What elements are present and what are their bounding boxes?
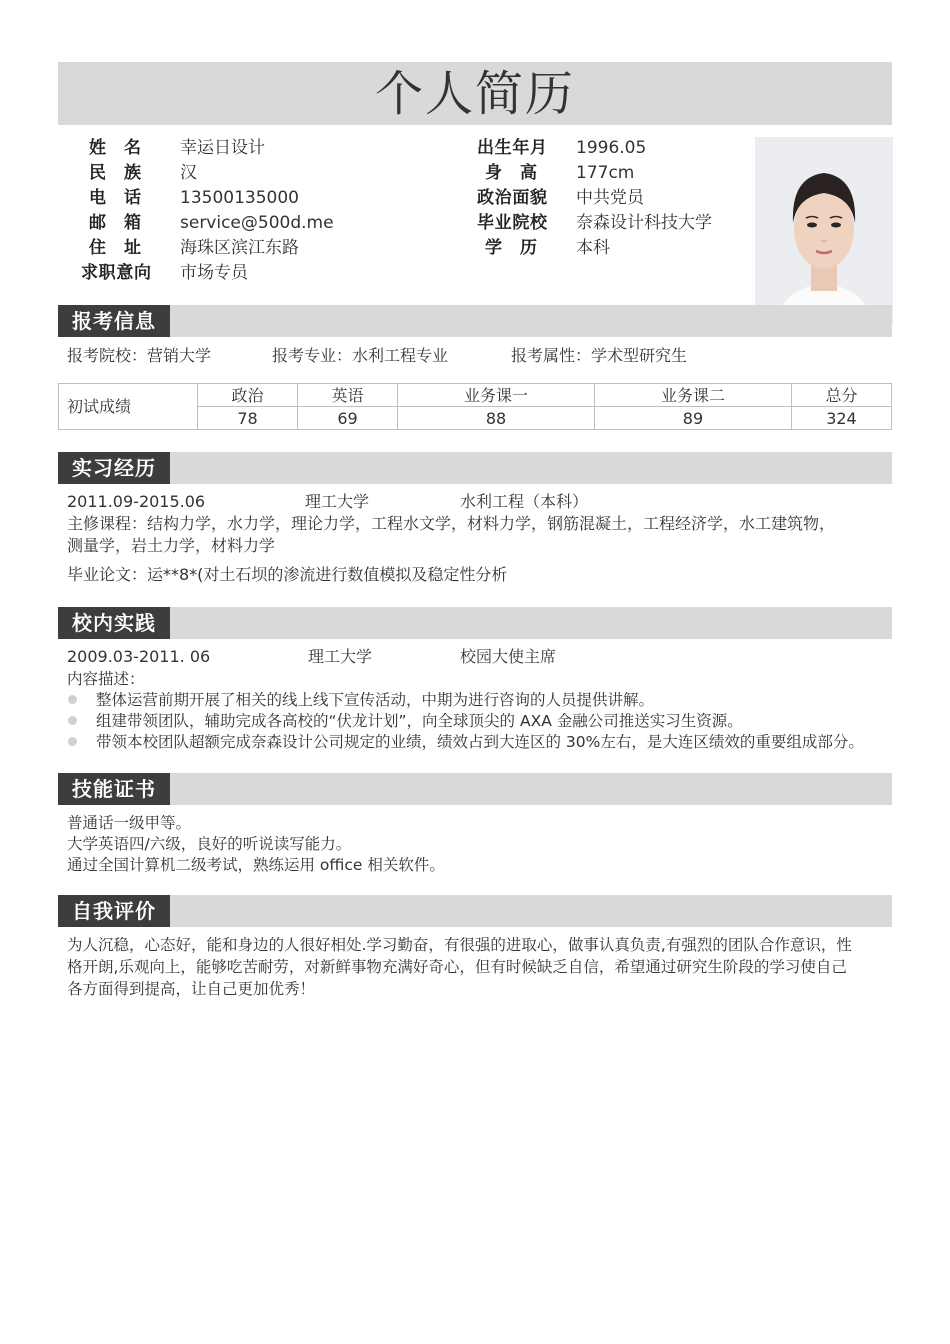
practice-heading: 校内实践: [58, 607, 170, 639]
skill-item: 通过全国计算机二级考试，熟练运用 office 相关软件。: [67, 856, 445, 874]
subject-header: 总分: [791, 384, 891, 407]
skill-item: 普通话一级甲等。: [67, 814, 192, 832]
scores-row-label: 初试成绩: [59, 384, 198, 430]
phone-value: 13500135000: [180, 188, 299, 208]
address-value: 海珠区滨江东路: [180, 238, 299, 258]
title-bar: [58, 62, 892, 125]
subject-header: 政治: [198, 384, 298, 407]
phone-label: 电话: [89, 188, 141, 208]
school-value: 奈森设计科技大学: [576, 213, 712, 233]
address-label: 住址: [89, 238, 141, 258]
bullet-icon: [68, 695, 77, 704]
politics-value: 中共党员: [576, 188, 644, 208]
practice-desc-label: 内容描述：: [67, 670, 145, 688]
school-label: 毕业院校: [477, 213, 547, 233]
practice-school: 理工大学: [308, 647, 373, 666]
internship-courses-line2: 测量学，岩土力学，材料力学: [67, 536, 276, 555]
objective-value: 市场专员: [180, 263, 248, 283]
internship-school: 理工大学: [305, 492, 370, 511]
self-eval-heading: 自我评价: [58, 895, 170, 927]
self-eval-section-bar: [58, 895, 892, 927]
bullet-icon: [68, 716, 77, 725]
subject-header: 英语: [298, 384, 398, 407]
internship-section-bar: [58, 452, 892, 484]
degree-value: 本科: [576, 238, 610, 258]
birth-label: 出生年月: [477, 138, 547, 158]
self-eval-line2: 格开朗,乐观向上，能够吃苦耐劳，对新鲜事物充满好奇心，但有时候缺乏自信，希望通过研究生阶段的学习使自己: [67, 958, 847, 976]
name-label: 姓名: [89, 138, 141, 158]
exam-school: 报考院校：营销大学: [67, 346, 212, 365]
internship-thesis: 毕业论文：运**8*(对土石坝的渗流进行数值模拟及稳定性分析: [67, 565, 508, 584]
internship-heading: 实习经历: [58, 452, 170, 484]
skills-section-bar: [58, 773, 892, 805]
score-cell: 78: [198, 407, 298, 430]
internship-period: 2011.09-2015.06: [67, 492, 206, 511]
email-value: service@500d.me: [180, 213, 334, 233]
name-value: 幸运日设计: [180, 138, 265, 158]
objective-label: 求职意向: [81, 263, 151, 283]
score-cell: 324: [791, 407, 891, 430]
ethnicity-value: 汉: [180, 163, 197, 183]
profile-photo: [755, 137, 893, 325]
score-cell: 88: [398, 407, 595, 430]
skills-heading: 技能证书: [58, 773, 170, 805]
subject-header: 业务课二: [594, 384, 791, 407]
internship-courses-line1: 主修课程：结构力学，水力学，理论力学，工程水文学，材料力学，钢筋混凝土，工程经济学，水工建筑物，: [67, 514, 836, 533]
score-cell: 89: [594, 407, 791, 430]
exam-major: 报考专业：水利工程专业: [272, 346, 449, 365]
exam-section-bar: [58, 305, 892, 337]
skill-item: 大学英语四/六级，良好的听说读写能力。: [67, 835, 352, 853]
scores-table: [58, 383, 892, 430]
self-eval-line3: 各方面得到提高，让自己更加优秀！: [67, 980, 316, 998]
practice-role: 校园大使主席: [460, 647, 557, 666]
score-cell: 69: [298, 407, 398, 430]
ethnicity-label: 民族: [89, 163, 141, 183]
exam-heading: 报考信息: [58, 305, 170, 337]
practice-section-bar: [58, 607, 892, 639]
birth-value: 1996.05: [576, 138, 647, 158]
self-eval-line1: 为人沉稳，心态好，能和身边的人很好相处.学习勤奋，有很强的进取心，做事认真负责,有强烈的团队合作意识，性: [67, 936, 852, 954]
subject-header: 业务课一: [398, 384, 595, 407]
height-value: 177cm: [576, 163, 635, 183]
height-label: 身高: [485, 163, 537, 183]
exam-type: 报考属性：学术型研究生: [511, 346, 688, 365]
email-label: 邮箱: [89, 213, 141, 233]
bullet-icon: [68, 737, 77, 746]
degree-label: 学历: [485, 238, 537, 258]
page-title: 个人简历: [374, 66, 575, 122]
politics-label: 政治面貌: [477, 188, 547, 208]
practice-bullet-1: 整体运营前期开展了相关的线上线下宣传活动，中期为进行咨询的人员提供讲解。: [96, 691, 655, 709]
practice-period: 2009.03-2011. 06: [67, 647, 211, 666]
practice-bullet-3: 带领本校团队超额完成奈森设计公司规定的业绩，绩效占到大连区的 30%左右，是大连区绩效的重要组成部分。: [96, 733, 864, 751]
practice-bullet-2: 组建带领团队，辅助完成各高校的“伏龙计划”，向全球顶尖的 AXA 金融公司推送实习生资源。: [96, 712, 743, 730]
internship-major: 水利工程（本科）: [460, 492, 589, 511]
